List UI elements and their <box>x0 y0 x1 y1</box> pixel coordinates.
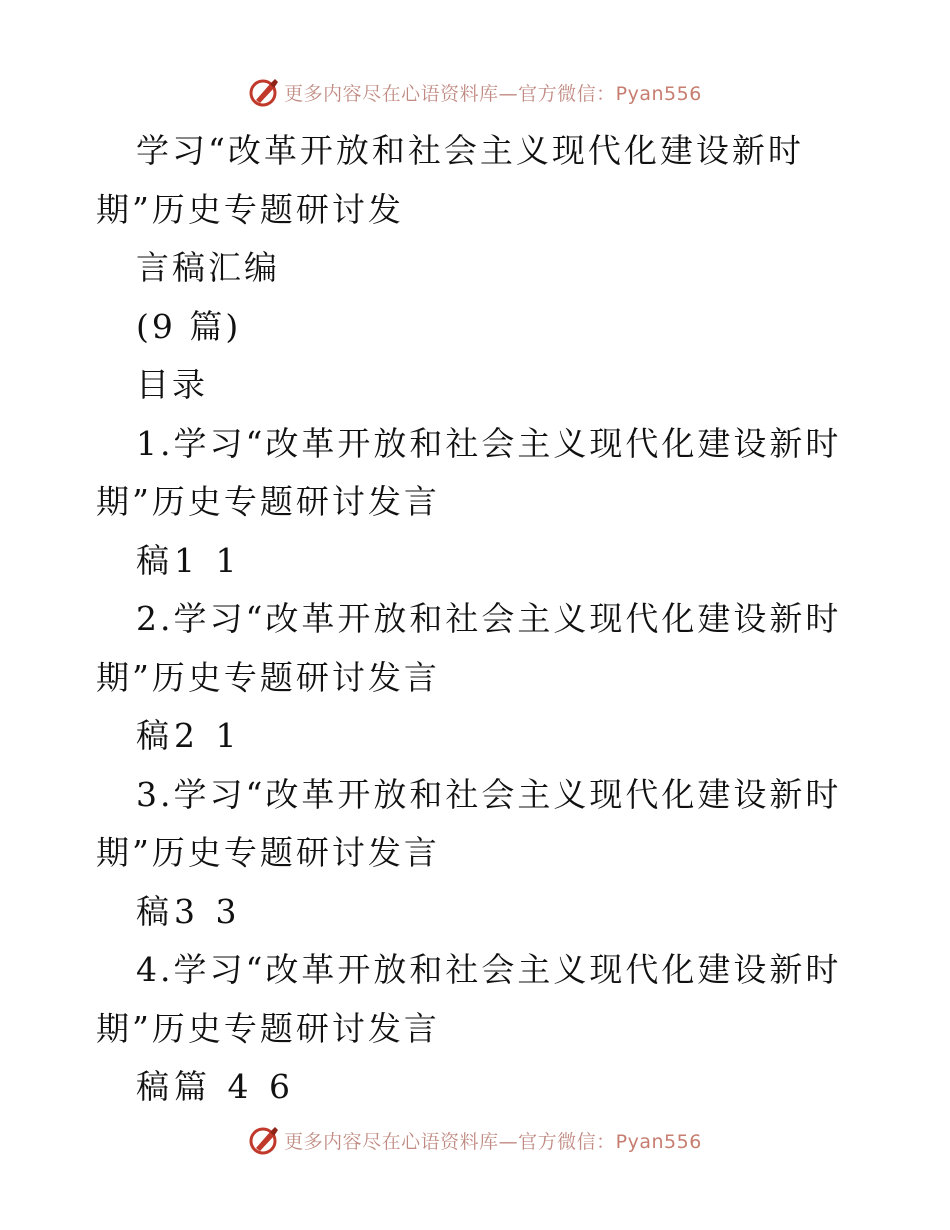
toc-item-2-line-2: 期”历史专题研讨发言 <box>96 657 440 697</box>
toc-item-4-line-3: 稿篇 4 6 <box>136 1067 295 1106</box>
watermark-text: 更多内容尽在心语资料库—官方微信： <box>284 1130 616 1153</box>
toc-item-4-line-2: 期”历史专题研讨发言 <box>96 1008 440 1048</box>
watermark-header <box>0 72 950 112</box>
toc-item-1-line-3: 稿1 1 <box>136 540 242 580</box>
title-line-1: 学习“改革开放和社会主义现代化建设新时 <box>136 131 804 170</box>
document-body <box>0 122 950 1117</box>
toc-item-2-line-1: 2.学习“改革开放和社会主义现代化建设新时 <box>136 599 842 638</box>
toc-item-3-line-2: 期”历史专题研讨发言 <box>96 833 440 872</box>
toc-item-4-line-1: 4.学习“改革开放和社会主义现代化建设新时 <box>136 950 842 989</box>
watermark-text: 更多内容尽在心语资料库—官方微信： <box>284 82 616 105</box>
title-line-2: 期”历史专题研讨发 <box>96 189 404 229</box>
pen-logo-icon <box>248 76 280 108</box>
watermark-id: Pyan556 <box>615 82 702 105</box>
toc-item-2-line-3: 稿2 1 <box>136 716 242 755</box>
watermark-id: Pyan556 <box>615 1130 702 1153</box>
pen-logo-icon <box>248 1124 280 1156</box>
title-line-3: 言稿汇编 <box>136 248 280 287</box>
toc-item-3-line-1: 3.学习“改革开放和社会主义现代化建设新时 <box>136 774 842 814</box>
toc-item-1-line-1: 1.学习“改革开放和社会主义现代化建设新时 <box>136 423 842 463</box>
watermark-footer <box>0 1120 950 1160</box>
toc-item-3-line-3: 稿3 3 <box>136 891 242 931</box>
article-count: (9 篇) <box>136 306 242 346</box>
toc-item-1-line-2: 期”历史专题研讨发言 <box>96 482 440 521</box>
toc-heading: 目录 <box>136 365 208 404</box>
